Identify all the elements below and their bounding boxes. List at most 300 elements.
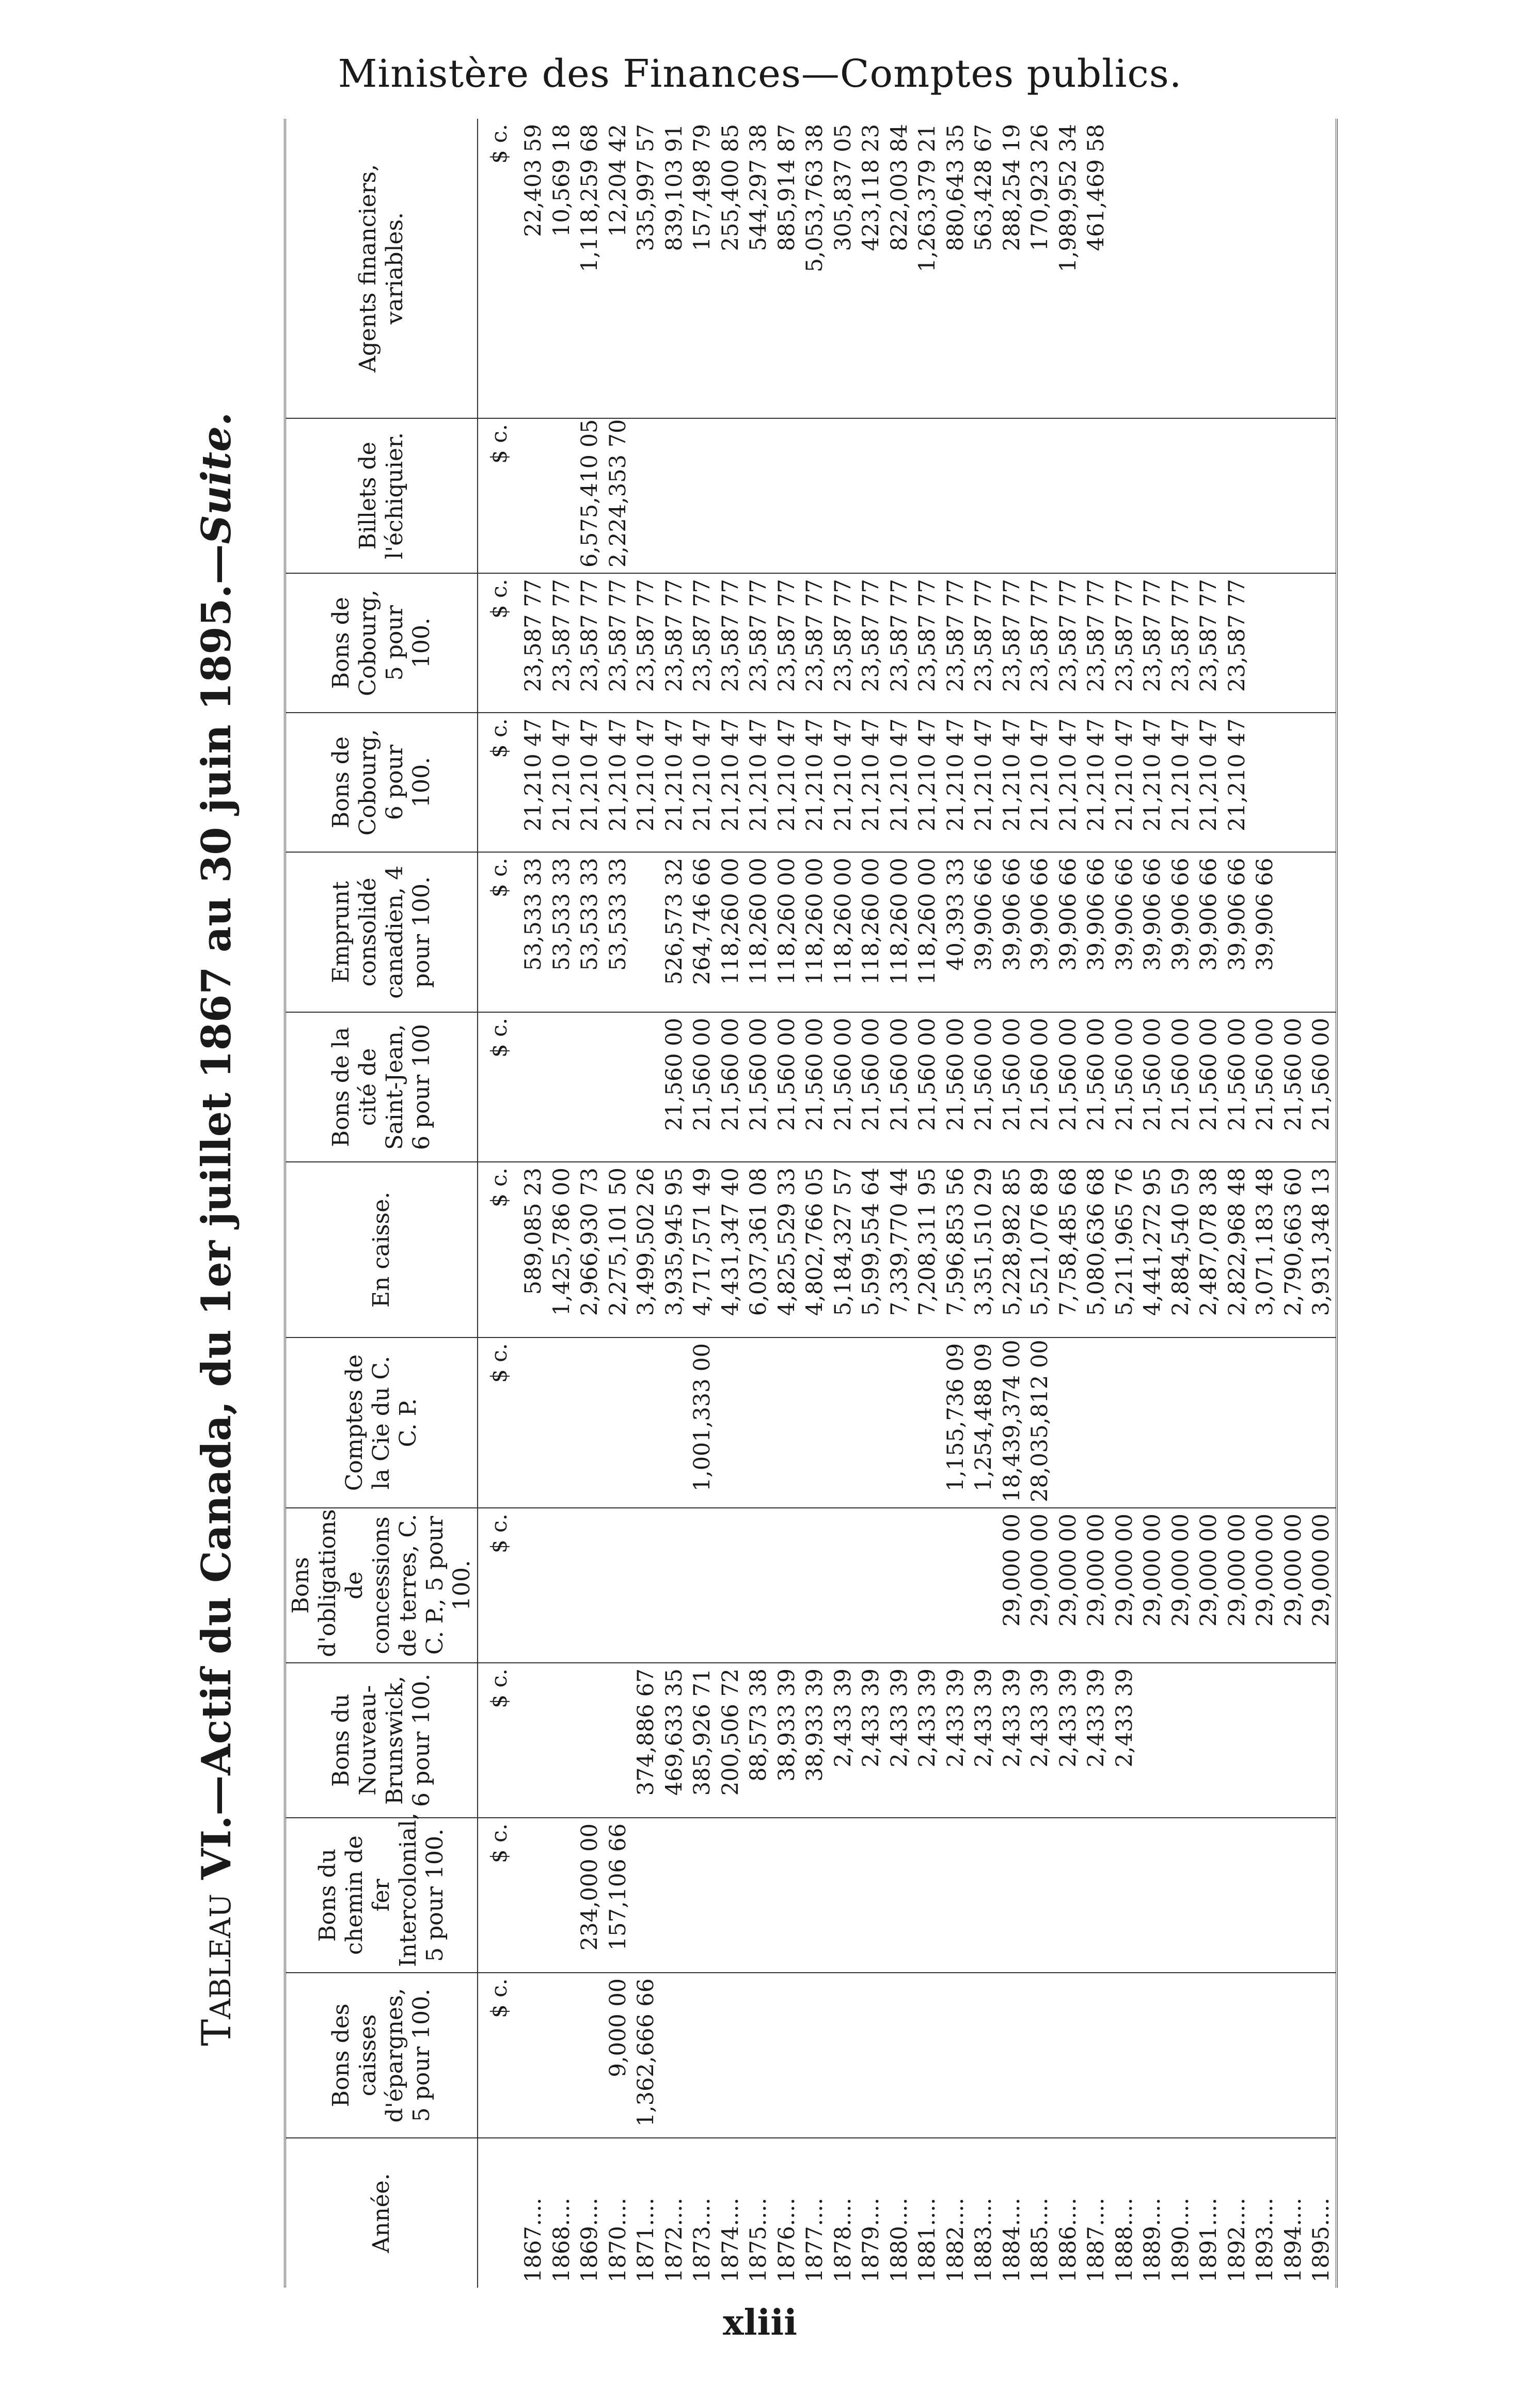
page-number: xliii	[723, 2302, 797, 2343]
year-cell: 1883....	[970, 2138, 998, 2288]
value-cell	[998, 1973, 1026, 2138]
value-cell: 21,210 47	[717, 713, 745, 852]
value-cell: 7,758,485 68	[1054, 1162, 1083, 1337]
value-cell: 2,433 39	[970, 1663, 998, 1818]
value-cell: 29,000 00	[1223, 1508, 1252, 1663]
value-cell	[1138, 1818, 1167, 1973]
value-cell: 157,498 79	[689, 124, 715, 251]
value-cell: 5,184,327 57	[829, 1162, 858, 1337]
value-cell	[519, 1663, 548, 1818]
table-row	[1307, 119, 1337, 2288]
value-cell: 53,533 33	[576, 852, 604, 1012]
value-cell: 29,000 00	[1054, 1508, 1083, 1663]
value-cell	[1026, 1818, 1054, 1973]
value-cell	[1279, 852, 1308, 1012]
value-cell: 118,260 00	[745, 852, 773, 1012]
table-row	[688, 119, 717, 2288]
value-cell: 374,886 67	[632, 1663, 660, 1818]
value-cell: 21,560 00	[717, 1012, 745, 1162]
value-cell: 29,000 00	[1138, 1508, 1167, 1663]
column-header: Bons du Nouveau-Brunswick, 6 pour 100.	[285, 1663, 478, 1818]
units-cell: $ c.	[478, 1162, 519, 1337]
value-cell: 21,560 00	[1251, 1012, 1279, 1162]
table-page	[155, 124, 1334, 2288]
value-cell: 4,717,571 49	[688, 1162, 717, 1337]
value-cell	[1251, 1818, 1279, 1973]
value-cell: 4,825,529 33	[773, 1162, 801, 1337]
value-cell	[745, 1818, 773, 1973]
value-cell: 23,587 77	[801, 573, 829, 713]
value-cell	[604, 1012, 632, 1162]
table-row	[998, 119, 1026, 2288]
value-cell	[1279, 1818, 1308, 1973]
value-cell	[1279, 119, 1308, 418]
year-cell: 1885....	[1026, 2138, 1054, 2288]
value-cell: 39,906 66	[1195, 852, 1223, 1012]
value-cell: 21,560 00	[1279, 1012, 1308, 1162]
value-cell	[913, 418, 942, 573]
value-cell: 2,224,353 70	[604, 418, 632, 573]
year-cell: 1871....	[632, 2138, 660, 2288]
value-cell: 21,210 47	[548, 713, 576, 852]
value-cell: 5,599,554 64	[857, 1162, 885, 1337]
value-cell: 18,439,374 00	[998, 1337, 1026, 1508]
value-cell: 118,260 00	[857, 852, 885, 1012]
value-cell: 10,569 18	[548, 124, 575, 237]
value-cell: 839,103 91	[661, 124, 687, 251]
value-cell: 21,210 47	[632, 713, 660, 852]
value-cell: 21,210 47	[913, 713, 942, 852]
value-cell: 21,560 00	[1111, 1012, 1139, 1162]
value-cell: 1,155,736 09	[942, 1337, 970, 1508]
value-cell: 21,210 47	[1167, 713, 1195, 852]
column-header-row	[285, 119, 478, 2288]
value-cell	[1167, 119, 1195, 418]
value-cell: 39,906 66	[1026, 852, 1054, 1012]
value-cell	[519, 1973, 548, 2138]
units-cell: $ c.	[478, 573, 519, 713]
value-cell: 822,003 84	[886, 124, 912, 251]
value-cell: 6,037,361 08	[745, 1162, 773, 1337]
value-cell	[1251, 713, 1279, 852]
value-cell: 2,966,930 73	[576, 1162, 604, 1337]
value-cell: 23,587 77	[660, 573, 689, 713]
value-cell	[576, 1012, 604, 1162]
value-cell	[970, 418, 998, 573]
value-cell	[745, 1337, 773, 1508]
value-cell: 2,487,078 38	[1195, 1162, 1223, 1337]
value-cell	[1223, 1663, 1252, 1818]
value-cell	[801, 418, 829, 573]
value-cell: 23,587 77	[1082, 573, 1111, 713]
value-cell	[1251, 1337, 1279, 1508]
value-cell: 1,362,666 66	[632, 1973, 660, 2138]
year-cell: 1887....	[1082, 2138, 1111, 2288]
value-cell: 5,521,076 89	[1026, 1162, 1054, 1337]
table-row	[942, 119, 970, 2288]
value-cell	[1279, 1663, 1308, 1818]
table-row	[1195, 119, 1223, 2288]
value-cell: 21,560 00	[970, 1012, 998, 1162]
value-cell: 200,506 72	[717, 1663, 745, 1818]
value-cell	[548, 1337, 576, 1508]
value-cell: 2,433 39	[1026, 1663, 1054, 1818]
value-cell	[519, 1337, 548, 1508]
value-cell	[1251, 573, 1279, 713]
value-cell: 423,118 23	[858, 124, 884, 251]
value-cell: 39,906 66	[1054, 852, 1083, 1012]
value-cell	[1167, 418, 1195, 573]
value-cell	[1082, 1973, 1111, 2138]
value-cell	[604, 1337, 632, 1508]
value-cell: 1,263,379 21	[914, 124, 940, 273]
value-cell: 21,210 47	[1054, 713, 1083, 852]
value-cell: 21,210 47	[1082, 713, 1111, 852]
value-cell: 21,210 47	[1026, 713, 1054, 852]
value-cell: 157,106 66	[604, 1818, 632, 1973]
value-cell	[519, 418, 548, 573]
units-cell	[478, 2138, 519, 2288]
column-header: Bons des caisses d'épargnes, 5 pour 100.	[285, 1973, 478, 2138]
value-cell: 21,210 47	[688, 713, 717, 852]
value-cell	[913, 1337, 942, 1508]
value-cell	[688, 418, 717, 573]
year-cell: 1878....	[829, 2138, 858, 2288]
value-cell: 255,400 85	[717, 124, 743, 251]
value-cell	[885, 418, 914, 573]
value-cell	[576, 1973, 604, 2138]
value-cell	[717, 1818, 745, 1973]
value-cell: 264,746 66	[688, 852, 717, 1012]
value-cell	[1307, 713, 1337, 852]
value-cell	[913, 1818, 942, 1973]
value-cell: 21,210 47	[1195, 713, 1223, 852]
value-cell	[548, 1012, 576, 1162]
value-cell: 118,260 00	[717, 852, 745, 1012]
column-header: Bons de Cobourg, 6 pour 100.	[285, 713, 478, 852]
value-cell: 23,587 77	[857, 573, 885, 713]
value-cell: 23,587 77	[885, 573, 914, 713]
value-cell	[576, 1337, 604, 1508]
year-cell: 1876....	[773, 2138, 801, 2288]
value-cell	[1195, 1973, 1223, 2138]
value-cell: 23,587 77	[604, 573, 632, 713]
column-header: Agents financiers, variables.	[285, 119, 478, 418]
value-cell: 21,210 47	[660, 713, 689, 852]
value-cell: 118,260 00	[801, 852, 829, 1012]
value-cell	[970, 1818, 998, 1973]
value-cell	[632, 1508, 660, 1663]
value-cell: 53,533 33	[519, 852, 548, 1012]
value-cell: 21,210 47	[801, 713, 829, 852]
year-cell: 1872....	[660, 2138, 689, 2288]
value-cell: 4,802,766 05	[801, 1162, 829, 1337]
value-cell	[632, 1337, 660, 1508]
value-cell: 118,260 00	[773, 852, 801, 1012]
value-cell: 3,351,510 29	[970, 1162, 998, 1337]
value-cell	[660, 1973, 689, 2138]
value-cell: 21,560 00	[1223, 1012, 1252, 1162]
value-cell: 2,433 39	[1082, 1663, 1111, 1818]
value-cell	[1054, 1818, 1083, 1973]
value-cell	[548, 418, 576, 573]
value-cell: 385,926 71	[688, 1663, 717, 1818]
value-cell: 21,210 47	[1111, 713, 1139, 852]
value-cell	[970, 1508, 998, 1663]
table-row	[1251, 119, 1279, 2288]
value-cell	[1111, 119, 1139, 418]
value-cell	[576, 1508, 604, 1663]
value-cell	[1279, 1973, 1308, 2138]
value-cell: 21,210 47	[1223, 713, 1252, 852]
value-cell: 2,433 39	[857, 1663, 885, 1818]
value-cell: 21,560 00	[1138, 1012, 1167, 1162]
value-cell	[632, 1012, 660, 1162]
value-cell: 21,210 47	[773, 713, 801, 852]
table-row	[1082, 119, 1111, 2288]
value-cell	[717, 1508, 745, 1663]
value-cell	[829, 418, 858, 573]
value-cell: 1,989,952 34	[1055, 124, 1081, 273]
value-cell: 23,587 77	[1026, 573, 1054, 713]
value-cell	[548, 1508, 576, 1663]
value-cell	[1195, 1663, 1223, 1818]
table-row	[660, 119, 689, 2288]
value-cell: 23,587 77	[632, 573, 660, 713]
value-cell	[970, 1973, 998, 2138]
value-cell: 23,587 77	[1054, 573, 1083, 713]
column-header: Année.	[285, 2138, 478, 2288]
year-cell: 1895....	[1307, 2138, 1337, 2288]
value-cell: 29,000 00	[1307, 1508, 1337, 1663]
value-cell: 21,560 00	[773, 1012, 801, 1162]
value-cell	[1138, 1973, 1167, 2138]
table-row	[576, 119, 604, 2288]
value-cell: 5,228,982 85	[998, 1162, 1026, 1337]
value-cell	[632, 1818, 660, 1973]
value-cell: 29,000 00	[1251, 1508, 1279, 1663]
value-cell	[942, 1508, 970, 1663]
value-cell: 21,560 00	[688, 1012, 717, 1162]
value-cell	[857, 418, 885, 573]
value-cell	[1307, 1663, 1337, 1818]
value-cell	[857, 1508, 885, 1663]
table-row	[829, 119, 858, 2288]
value-cell: 88,573 38	[745, 1663, 773, 1818]
value-cell	[1082, 418, 1111, 573]
value-cell: 21,560 00	[942, 1012, 970, 1162]
value-cell	[745, 1973, 773, 2138]
value-cell: 2,275,101 50	[604, 1162, 632, 1337]
value-cell: 23,587 77	[942, 573, 970, 713]
value-cell: 21,560 00	[1054, 1012, 1083, 1162]
value-cell: 2,790,663 60	[1279, 1162, 1308, 1337]
value-cell	[885, 1973, 914, 2138]
value-cell: 21,560 00	[745, 1012, 773, 1162]
value-cell	[829, 1337, 858, 1508]
value-cell: 21,210 47	[970, 713, 998, 852]
units-cell: $ c.	[478, 1818, 519, 1973]
value-cell: 21,560 00	[1307, 1012, 1337, 1162]
year-cell: 1881....	[913, 2138, 942, 2288]
value-cell	[1251, 418, 1279, 573]
value-cell	[548, 1973, 576, 2138]
column-header: Billets de l'échiquier.	[285, 418, 478, 573]
year-cell: 1873....	[688, 2138, 717, 2288]
table-row	[1167, 119, 1195, 2288]
table-row	[801, 119, 829, 2288]
value-cell: 23,587 77	[1138, 573, 1167, 713]
value-cell: 21,210 47	[604, 713, 632, 852]
year-cell: 1869....	[576, 2138, 604, 2288]
value-cell: 880,643 35	[942, 124, 969, 251]
value-cell	[1307, 852, 1337, 1012]
value-cell	[1307, 418, 1337, 573]
value-cell: 21,560 00	[857, 1012, 885, 1162]
value-cell	[1111, 1337, 1139, 1508]
value-cell: 21,210 47	[829, 713, 858, 852]
table-row	[1026, 119, 1054, 2288]
value-cell	[1082, 1337, 1111, 1508]
table-title	[155, 170, 279, 2288]
value-cell: 39,906 66	[1223, 852, 1252, 1012]
value-cell	[942, 1973, 970, 2138]
year-cell: 1879....	[857, 2138, 885, 2288]
value-cell: 1,001,333 00	[688, 1337, 717, 1508]
value-cell: 21,560 00	[913, 1012, 942, 1162]
value-cell: 288,254 19	[999, 124, 1025, 251]
value-cell	[857, 1818, 885, 1973]
value-cell: 5,080,636 68	[1082, 1162, 1111, 1337]
value-cell: 170,923 26	[1027, 124, 1053, 251]
value-cell	[717, 1337, 745, 1508]
value-cell	[519, 1012, 548, 1162]
value-cell	[942, 1818, 970, 1973]
value-cell: 2,433 39	[1054, 1663, 1083, 1818]
units-cell: $ c.	[478, 1337, 519, 1508]
value-cell	[773, 418, 801, 573]
value-cell	[548, 1818, 576, 1973]
value-cell	[773, 1973, 801, 2138]
table-row	[970, 119, 998, 2288]
table-row	[745, 119, 773, 2288]
value-cell	[1195, 1818, 1223, 1973]
assets-table	[284, 119, 1338, 2288]
value-cell: 7,339,770 44	[885, 1162, 914, 1337]
value-cell: 23,587 77	[717, 573, 745, 713]
value-cell: 21,560 00	[885, 1012, 914, 1162]
table-row	[857, 119, 885, 2288]
value-cell	[913, 1973, 942, 2138]
value-cell: 563,428 67	[971, 124, 996, 251]
value-cell	[1026, 418, 1054, 573]
value-cell	[660, 1508, 689, 1663]
value-cell	[1167, 1973, 1195, 2138]
value-cell	[1195, 119, 1223, 418]
value-cell	[688, 1818, 717, 1973]
units-cell: $ c.	[478, 418, 519, 573]
value-cell: 2,433 39	[829, 1663, 858, 1818]
value-cell: 29,000 00	[1279, 1508, 1308, 1663]
value-cell: 3,935,945 95	[660, 1162, 689, 1337]
value-cell: 21,210 47	[885, 713, 914, 852]
year-cell: 1891....	[1195, 2138, 1223, 2288]
value-cell: 29,000 00	[1167, 1508, 1195, 1663]
value-cell: 38,933 39	[801, 1663, 829, 1818]
table-row	[913, 119, 942, 2288]
value-cell	[773, 1818, 801, 1973]
value-cell	[885, 1337, 914, 1508]
value-cell	[885, 1508, 914, 1663]
value-cell: 526,573 32	[660, 852, 689, 1012]
value-cell: 21,560 00	[801, 1012, 829, 1162]
value-cell: 23,587 77	[519, 573, 548, 713]
value-cell: 21,560 00	[660, 1012, 689, 1162]
column-header: Comptes de la Cie du C. C. P.	[285, 1337, 478, 1508]
value-cell	[1054, 1973, 1083, 2138]
value-cell	[1307, 119, 1337, 418]
value-cell: 39,906 66	[1251, 852, 1279, 1012]
value-cell: 38,933 39	[773, 1663, 801, 1818]
table-row	[519, 119, 548, 2288]
value-cell: 23,587 77	[688, 573, 717, 713]
value-cell: 3,499,502 26	[632, 1162, 660, 1337]
value-cell	[632, 852, 660, 1012]
year-cell: 1889....	[1138, 2138, 1167, 2288]
units-row	[478, 119, 519, 2288]
value-cell: 1,118,259 68	[577, 124, 603, 273]
rotated-table-container	[155, 124, 1334, 2288]
value-cell: 3,931,348 13	[1307, 1162, 1337, 1337]
value-cell	[1251, 1973, 1279, 2138]
column-header: Bons d'obligations de concessions de terres, C. C. P., 5 pour 100.	[285, 1508, 478, 1663]
year-cell: 1877....	[801, 2138, 829, 2288]
value-cell	[1251, 119, 1279, 418]
value-cell	[913, 1508, 942, 1663]
year-cell: 1875....	[745, 2138, 773, 2288]
value-cell: 29,000 00	[998, 1508, 1026, 1663]
table-row	[773, 119, 801, 2288]
value-cell	[1054, 418, 1083, 573]
column-header: Bons de Cobourg, 5 pour 100.	[285, 573, 478, 713]
value-cell: 39,906 66	[1082, 852, 1111, 1012]
value-cell	[829, 1508, 858, 1663]
column-header: Bons de la cité de Saint-Jean, 6 pour 100	[285, 1012, 478, 1162]
value-cell: 5,053,763 38	[802, 124, 828, 273]
table-row	[717, 119, 745, 2288]
value-cell	[773, 1337, 801, 1508]
value-cell: 118,260 00	[885, 852, 914, 1012]
units-cell: $ c.	[486, 124, 512, 164]
units-cell: $ c.	[478, 852, 519, 1012]
value-cell	[1307, 1337, 1337, 1508]
value-cell: 23,587 77	[1111, 573, 1139, 713]
value-cell	[1026, 1973, 1054, 2138]
value-cell	[1167, 1818, 1195, 1973]
value-cell: 23,587 77	[970, 573, 998, 713]
units-cell: $ c.	[478, 1973, 519, 2138]
table-row	[604, 119, 632, 2288]
table-row	[1279, 119, 1308, 2288]
value-cell	[519, 1508, 548, 1663]
year-cell: 1882....	[942, 2138, 970, 2288]
value-cell	[1082, 1818, 1111, 1973]
value-cell: 21,210 47	[857, 713, 885, 852]
value-cell	[604, 1508, 632, 1663]
year-cell: 1888....	[1111, 2138, 1139, 2288]
value-cell: 7,596,853 56	[942, 1162, 970, 1337]
units-cell: $ c.	[478, 1012, 519, 1162]
